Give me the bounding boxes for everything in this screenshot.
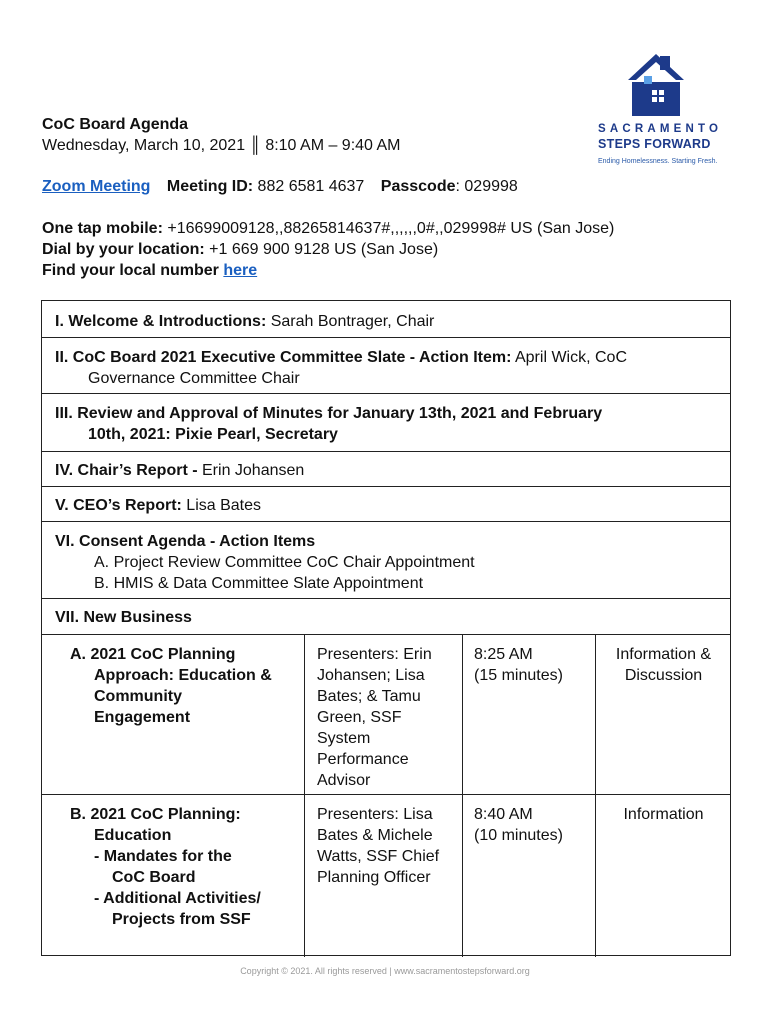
find-number-line xyxy=(42,262,257,280)
agenda-item-label: I. Welcome & Introductions: xyxy=(55,313,267,330)
presenters-line: Johansen; Lisa xyxy=(317,667,425,684)
presenters-cell xyxy=(317,644,462,794)
presenters-cell xyxy=(317,804,462,957)
zoom-info-line xyxy=(42,178,518,196)
topic-cell xyxy=(70,804,305,957)
type-line: Information & xyxy=(615,646,712,663)
column-divider xyxy=(304,635,305,794)
agenda-item-consent xyxy=(42,521,730,598)
time-cell xyxy=(474,644,594,794)
type-cell xyxy=(595,644,732,794)
presenters-line: Watts, SSF Chief xyxy=(317,848,440,865)
presenters-line: System xyxy=(317,730,371,747)
consent-subitem-a: A. Project Review Committee CoC Chair Appointment xyxy=(94,554,475,571)
topic-cell xyxy=(70,644,305,794)
agenda-table xyxy=(41,300,731,956)
presenters-line: Planning Officer xyxy=(317,869,431,886)
time-line: (15 minutes) xyxy=(474,667,563,684)
agenda-item-label-cont: 10th, 2021: Pixie Pearl, Secretary xyxy=(88,426,338,443)
agenda-item-label: III. Review and Approval of Minutes for January 13th, 2021 and February xyxy=(55,405,603,422)
dial-label: Dial by your location: xyxy=(42,241,205,258)
presenters-line: Bates; & Tamu xyxy=(317,688,421,705)
agenda-item-executive-slate xyxy=(42,337,730,393)
find-number-label: Find your local number xyxy=(42,262,224,279)
topic-line: Engagement xyxy=(94,709,191,726)
house-icon xyxy=(626,52,686,116)
passcode-value: : 029998 xyxy=(455,178,518,195)
agenda-item-new-business xyxy=(42,598,730,634)
column-divider xyxy=(462,635,463,794)
topic-line: Approach: Education & xyxy=(94,667,272,684)
topic-line: A. 2021 CoC Planning xyxy=(70,646,236,663)
topic-line: - Additional Activities/ xyxy=(94,890,261,907)
logo-tagline: Ending Homelessness. Starting Fresh. xyxy=(598,158,718,165)
one-tap-label: One tap mobile: xyxy=(42,220,163,237)
one-tap-line xyxy=(42,220,614,238)
page-title: CoC Board Agenda xyxy=(42,116,189,133)
new-business-row-a xyxy=(42,634,730,794)
agenda-item-label: IV. Chair’s Report - xyxy=(55,462,198,479)
agenda-item-label: VI. Consent Agenda - Action Items xyxy=(55,533,316,550)
topic-line: CoC Board xyxy=(112,869,196,886)
dial-value: +1 669 900 9128 US (San Jose) xyxy=(204,241,439,258)
time-cell xyxy=(474,804,594,957)
time-line: (10 minutes) xyxy=(474,827,563,844)
agenda-item-label: VII. New Business xyxy=(55,609,192,626)
presenters-line: Presenters: Erin xyxy=(317,646,432,663)
time-line: 8:25 AM xyxy=(474,646,533,663)
organization-logo xyxy=(598,52,728,172)
agenda-item-minutes xyxy=(42,393,730,451)
type-line: Discussion xyxy=(624,667,703,684)
time-line: 8:40 AM xyxy=(474,806,533,823)
agenda-item-presenter-cont: Governance Committee Chair xyxy=(88,370,300,387)
dial-line xyxy=(42,241,438,259)
type-cell xyxy=(595,804,732,957)
topic-line: Projects from SSF xyxy=(112,911,251,928)
agenda-item-label: V. CEO’s Report: xyxy=(55,497,182,514)
agenda-item-ceo-report xyxy=(42,486,730,521)
agenda-item-label: II. CoC Board 2021 Executive Committee Slate - Action Item: xyxy=(55,349,512,366)
type-line: Information xyxy=(623,806,704,823)
agenda-item-presenter: Sarah Bontrager, Chair xyxy=(266,313,435,330)
topic-line: Education xyxy=(94,827,172,844)
topic-line: - Mandates for the xyxy=(94,848,232,865)
agenda-item-presenter: Lisa Bates xyxy=(181,497,261,514)
agenda-item-welcome xyxy=(42,301,730,337)
meeting-id-value: 882 6581 4637 xyxy=(253,178,365,195)
meeting-id-label: Meeting ID: xyxy=(166,178,254,195)
zoom-meeting-link[interactable]: Zoom Meeting xyxy=(42,178,151,195)
meeting-datetime: Wednesday, March 10, 2021 ║ 8:10 AM – 9:40 AM xyxy=(42,137,401,154)
presenters-line: Bates & Michele xyxy=(317,827,433,844)
presenters-line: Presenters: Lisa xyxy=(317,806,433,823)
logo-word-sacramento: SACRAMENTO xyxy=(598,123,723,135)
new-business-row-b xyxy=(42,794,730,957)
topic-line: Community xyxy=(94,688,182,705)
agenda-item-presenter: Erin Johansen xyxy=(197,462,305,479)
page-footer: Copyright © 2021. All rights reserved | www.sacramentostepsforward.org xyxy=(240,966,530,976)
agenda-item-chair-report xyxy=(42,451,730,486)
passcode-label: Passcode xyxy=(380,178,456,195)
presenters-line: Advisor xyxy=(317,772,371,789)
topic-line: B. 2021 CoC Planning: xyxy=(70,806,241,823)
agenda-item-presenter: April Wick, CoC xyxy=(511,349,627,366)
logo-word-steps-forward: STEPS FORWARD xyxy=(598,137,711,151)
presenters-line: Green, SSF xyxy=(317,709,402,726)
one-tap-value: +16699009128,,88265814637#,,,,,,0#,,029998# US (San Jose) xyxy=(162,220,615,237)
consent-subitem-b: B. HMIS & Data Committee Slate Appointment xyxy=(94,575,424,592)
column-divider xyxy=(462,795,463,957)
column-divider xyxy=(304,795,305,957)
presenters-line: Performance xyxy=(317,751,409,768)
find-number-link[interactable]: here xyxy=(223,262,258,279)
